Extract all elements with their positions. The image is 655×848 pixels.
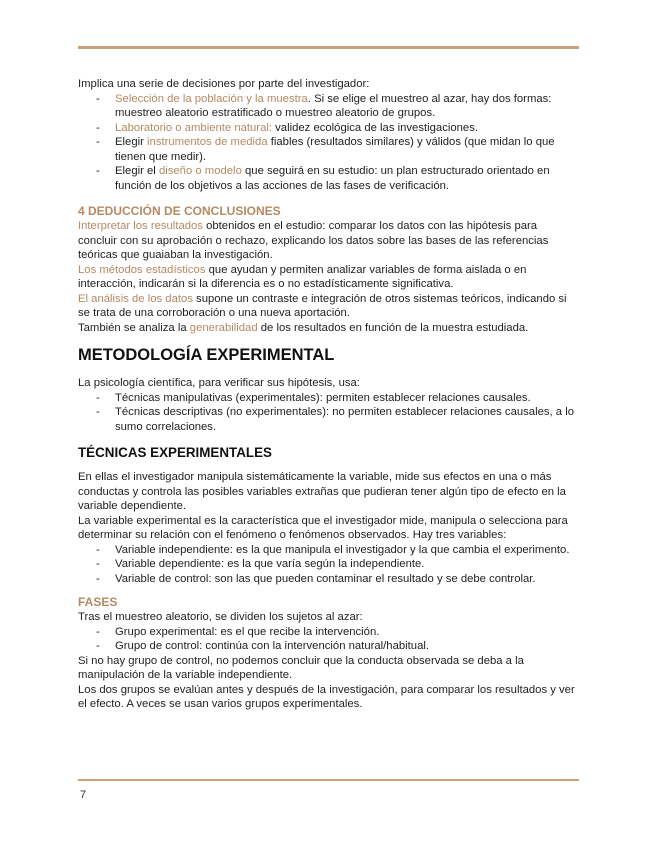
list-item: - Laboratorio o ambiente natural: validez ecológica de las investigaciones. (78, 121, 578, 136)
highlight-term: Los métodos estadísticos (78, 263, 206, 276)
heading-fases: FASES (78, 595, 118, 609)
highlight-term: diseño o modelo (158, 165, 242, 177)
heading-tecnicas: TÉCNICAS EXPERIMENTALES (78, 445, 272, 460)
footer-rule (78, 779, 579, 781)
highlight-term: Interpretar los resultados (78, 220, 203, 232)
list-item: - Técnicas manipulativas (experimentales): permiten establecer relaciones causales. (78, 391, 578, 406)
list-item: - Técnicas descriptivas (no experimentales): no permiten establecer relaciones causales, a lo sumo correlaciones. (78, 405, 578, 434)
list-item: - Variable independiente: es la que manipula el investigador y la que cambia el experimento. (78, 543, 578, 558)
highlight-term: Laboratorio o ambiente natural: (115, 121, 273, 134)
heading-metodologia: METODOLOGÍA EXPERIMENTAL (78, 346, 335, 364)
paragraph: El análisis de los datos supone un contraste e integración de otros sistemas teóricos, indicando si se trata de una corroboración o una nueva aportación. (78, 292, 567, 319)
list-item: - Selección de la población y la muestra. Si se elige el muestreo al azar, hay dos formas: muestreo aleatorio estratificado o muestreo aleatorio de grupos. (78, 92, 578, 121)
list-item: - Variable de control: son las que pueden contaminar el resultado y se debe controlar. (78, 572, 578, 587)
list-item: - Grupo de control: continúa con la intervención natural/habitual. (78, 639, 578, 654)
list-item: - Elegir instrumentos de medida fiables (resultados similares) y válidos (que midan lo que tienen que medir). (78, 135, 578, 164)
list-item: - Grupo experimental: es el que recibe la intervención. (78, 625, 578, 640)
page-content (78, 77, 578, 712)
highlight-term: Selección de la población y la muestra (115, 92, 308, 105)
paragraph: También se analiza la generabilidad de los resultados en función de la muestra estudiada. (78, 321, 529, 334)
list-item: - Variable dependiente: es la que varía según la independiente. (78, 557, 578, 572)
page-number: 7 (80, 789, 87, 801)
paragraph: Si no hay grupo de control, no podemos concluir que la conducta observada se deba a la manipulación de la variable independiente. (78, 654, 524, 681)
paragraph: Interpretar los resultados obtenidos en el estudio: comparar los datos con las hipótesis para concluir con su aprobación o rechazo, explicando los datos sobre las bases de las referencias teóricas que guaiaban la investigación. (78, 220, 549, 261)
paragraph: Los dos grupos se evalúan antes y después de la investigación, para comparar los resultados y ver el efecto. A veces se usan varios grupos experimentales. (78, 683, 575, 710)
section-heading-conclusiones: 4 DEDUCCIÓN DE CONCLUSIONES (78, 204, 281, 218)
header-rule (78, 46, 579, 49)
highlight-term: instrumentos de medida (147, 136, 268, 148)
paragraph: En ellas el investigador manipula sistemáticamente la variable, mide sus efectos en una o más conductas y controla las posibles variables extrañas que pudieran tener algún tipo de efecto en la variable dependiente. (78, 471, 566, 512)
paragraph: Los métodos estadísticos que ayudan y permiten analizar variables de forma aislada o en interacción, indicarán si la diferencia es o no estadísticamente significativa. (78, 263, 527, 290)
paragraph: Tras el muestreo aleatorio, se dividen los sujetos al azar: (78, 611, 363, 623)
intro-paragraph: Implica una serie de decisiones por parte del investigador: (78, 78, 370, 90)
tecnicas-list (78, 391, 578, 435)
paragraph: La variable experimental es la característica que el investigador mide, manipula o selecciona para determinar su relación con el fenómeno o fenómenos observados. Hay tres variables: (78, 514, 568, 541)
highlight-term: El análisis de los datos (78, 292, 193, 305)
highlight-term: generabilidad (189, 321, 258, 334)
decision-list (78, 92, 578, 194)
list-item: - Elegir el diseño o modelo que seguirá en su estudio: un plan estructurado orientado en función de los objetivos a las acciones de las fases de verificación. (78, 164, 578, 193)
variables-list (78, 543, 578, 587)
grupos-list (78, 625, 578, 654)
paragraph: La psicología científica, para verificar sus hipótesis, usa: (78, 377, 360, 389)
